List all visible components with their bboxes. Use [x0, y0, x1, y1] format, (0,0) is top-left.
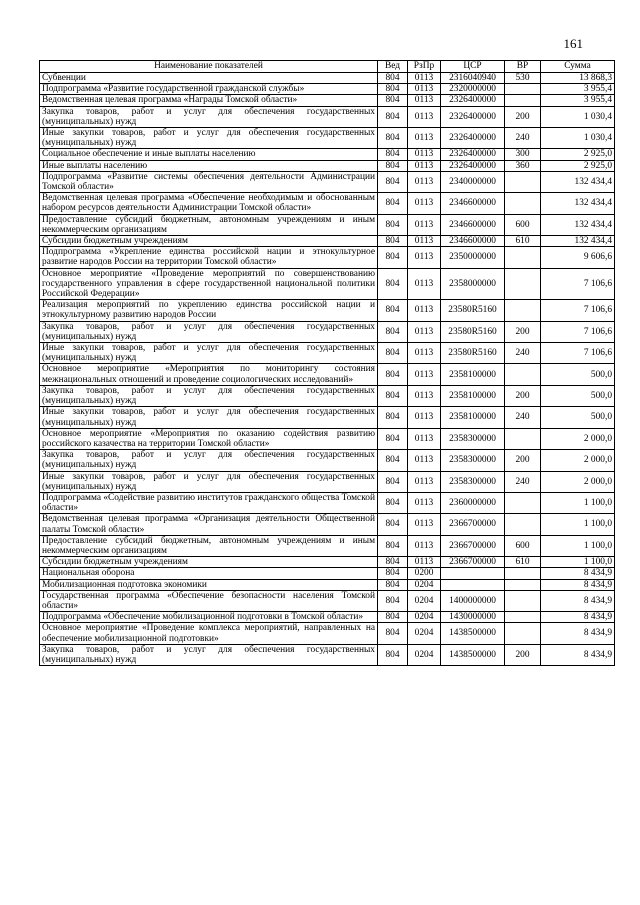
cell-name: Подпрограмма «Развитие государственной гражданской службы»	[40, 84, 378, 95]
cell-sum: 1 100,0	[541, 535, 615, 556]
cell-name: Субсидии бюджетным учреждениям	[40, 236, 378, 247]
table-row	[40, 95, 615, 106]
cell-rzpr: 0113	[408, 106, 441, 127]
cell-sum: 132 434,4	[541, 171, 615, 192]
cell-rzpr: 0113	[408, 84, 441, 95]
cell-ved: 804	[378, 428, 408, 449]
cell-rzpr: 0204	[408, 612, 441, 623]
cell-name: Субсидии бюджетным учреждениям	[40, 557, 378, 568]
cell-sum: 2 000,0	[541, 471, 615, 492]
cell-rzpr: 0113	[408, 407, 441, 428]
cell-name: Ведомственная целевая программа «Награды Томской области»	[40, 95, 378, 106]
cell-csr: 2326400000	[441, 149, 505, 160]
cell-sum: 500,0	[541, 407, 615, 428]
cell-ved: 804	[378, 236, 408, 247]
cell-vr: 600	[505, 214, 541, 235]
cell-rzpr: 0113	[408, 364, 441, 385]
cell-name: Иные закупки товаров, работ и услуг для обеспечения государственных (муниципальных) нужд	[40, 343, 378, 364]
cell-rzpr: 0204	[408, 623, 441, 644]
cell-sum: 500,0	[541, 364, 615, 385]
cell-vr	[505, 193, 541, 214]
cell-sum: 132 434,4	[541, 193, 615, 214]
cell-vr	[505, 84, 541, 95]
cell-csr: 23580R5160	[441, 321, 505, 342]
cell-csr: 23580R5160	[441, 300, 505, 321]
cell-vr: 200	[505, 644, 541, 665]
cell-rzpr: 0113	[408, 171, 441, 192]
cell-vr: 240	[505, 407, 541, 428]
cell-rzpr: 0113	[408, 236, 441, 247]
cell-ved: 804	[378, 95, 408, 106]
cell-sum: 1 030,4	[541, 128, 615, 149]
cell-vr: 360	[505, 160, 541, 171]
table-row	[40, 568, 615, 579]
cell-vr	[505, 590, 541, 611]
header-csr: ЦСР	[441, 61, 505, 73]
cell-ved: 804	[378, 171, 408, 192]
table-header-row	[40, 61, 615, 73]
cell-rzpr: 0204	[408, 644, 441, 665]
cell-vr: 200	[505, 321, 541, 342]
cell-name: Закупка товаров, работ и услуг для обеспечения государственных (муниципальных) нужд	[40, 321, 378, 342]
cell-rzpr: 0113	[408, 160, 441, 171]
cell-vr: 300	[505, 149, 541, 160]
cell-sum: 132 434,4	[541, 236, 615, 247]
cell-sum: 8 434,9	[541, 590, 615, 611]
cell-name: Основное мероприятие «Мероприятия по оказанию содействия развитию российского казачества на территории Томской области»	[40, 428, 378, 449]
cell-vr	[505, 579, 541, 590]
cell-sum: 7 106,6	[541, 268, 615, 300]
cell-rzpr: 0200	[408, 568, 441, 579]
cell-ved: 804	[378, 471, 408, 492]
cell-csr: 2358100000	[441, 385, 505, 406]
cell-sum: 7 106,6	[541, 321, 615, 342]
cell-name: Реализация мероприятий по укреплению единства российской нации и этнокультурному развитию народов России	[40, 300, 378, 321]
cell-rzpr: 0113	[408, 535, 441, 556]
cell-name: Подпрограмма «Обеспечение мобилизационной подготовки в Томской области»	[40, 612, 378, 623]
cell-ved: 804	[378, 193, 408, 214]
cell-name: Мобилизационная подготовка экономики	[40, 579, 378, 590]
cell-ved: 804	[378, 385, 408, 406]
table-row	[40, 428, 615, 449]
cell-rzpr: 0113	[408, 492, 441, 513]
cell-ved: 804	[378, 343, 408, 364]
table-body	[40, 73, 615, 666]
cell-rzpr: 0204	[408, 590, 441, 611]
cell-ved: 804	[378, 535, 408, 556]
cell-sum: 3 955,4	[541, 95, 615, 106]
table-row	[40, 84, 615, 95]
cell-name: Иные закупки товаров, работ и услуг для обеспечения государственных (муниципальных) нужд	[40, 128, 378, 149]
cell-name: Подпрограмма «Развитие системы обеспечения деятельности Администрации Томской области»	[40, 171, 378, 192]
cell-ved: 804	[378, 450, 408, 471]
cell-rzpr: 0113	[408, 95, 441, 106]
cell-csr: 2326400000	[441, 95, 505, 106]
cell-csr: 2358100000	[441, 364, 505, 385]
table-row	[40, 73, 615, 84]
cell-name: Основное мероприятие «Проведение мероприятий по совершенствованию государственного управления в сфере государственной национальной политики Российской Федерации»	[40, 268, 378, 300]
cell-vr	[505, 95, 541, 106]
table-row	[40, 214, 615, 235]
cell-ved: 804	[378, 106, 408, 127]
cell-csr: 2346600000	[441, 236, 505, 247]
cell-ved: 804	[378, 160, 408, 171]
cell-vr	[505, 247, 541, 268]
cell-sum: 2 000,0	[541, 428, 615, 449]
cell-name: Подпрограмма «Содействие развитию институтов гражданского общества Томской области»	[40, 492, 378, 513]
cell-ved: 804	[378, 73, 408, 84]
cell-name: Иные закупки товаров, работ и услуг для обеспечения государственных (муниципальных) нужд	[40, 471, 378, 492]
table-row	[40, 236, 615, 247]
table-row	[40, 268, 615, 300]
table-row	[40, 590, 615, 611]
table-row	[40, 407, 615, 428]
cell-rzpr: 0113	[408, 450, 441, 471]
cell-ved: 804	[378, 492, 408, 513]
cell-ved: 804	[378, 612, 408, 623]
header-ved: Вед	[378, 61, 408, 73]
cell-vr: 610	[505, 236, 541, 247]
table-row	[40, 623, 615, 644]
cell-name: Основное мероприятие «Мероприятия по мониторингу состояния межнациональных отношений и проведение социологических исследований»	[40, 364, 378, 385]
cell-sum: 8 434,9	[541, 644, 615, 665]
cell-csr	[441, 568, 505, 579]
cell-csr: 1438500000	[441, 623, 505, 644]
cell-vr	[505, 171, 541, 192]
cell-csr: 2366700000	[441, 535, 505, 556]
cell-ved: 804	[378, 364, 408, 385]
cell-ved: 804	[378, 644, 408, 665]
cell-sum: 7 106,6	[541, 300, 615, 321]
cell-vr: 240	[505, 128, 541, 149]
cell-sum: 9 606,6	[541, 247, 615, 268]
table-row	[40, 471, 615, 492]
cell-rzpr: 0113	[408, 514, 441, 535]
cell-csr: 2366700000	[441, 557, 505, 568]
cell-csr: 2360000000	[441, 492, 505, 513]
table-row	[40, 247, 615, 268]
cell-csr: 2320000000	[441, 84, 505, 95]
cell-sum: 132 434,4	[541, 214, 615, 235]
cell-ved: 804	[378, 568, 408, 579]
cell-vr	[505, 623, 541, 644]
cell-vr: 200	[505, 385, 541, 406]
table-row	[40, 149, 615, 160]
table-row	[40, 557, 615, 568]
cell-rzpr: 0113	[408, 149, 441, 160]
cell-sum: 8 434,9	[541, 612, 615, 623]
cell-vr	[505, 268, 541, 300]
cell-csr: 2316040940	[441, 73, 505, 84]
cell-csr: 2350000000	[441, 247, 505, 268]
header-sum: Сумма	[541, 61, 615, 73]
cell-vr	[505, 492, 541, 513]
cell-ved: 804	[378, 321, 408, 342]
cell-rzpr: 0113	[408, 385, 441, 406]
cell-csr: 1438500000	[441, 644, 505, 665]
cell-vr	[505, 568, 541, 579]
table-row	[40, 171, 615, 192]
cell-name: Закупка товаров, работ и услуг для обеспечения государственных (муниципальных) нужд	[40, 644, 378, 665]
header-rzpr: РзПр	[408, 61, 441, 73]
cell-sum: 7 106,6	[541, 343, 615, 364]
cell-name: Ведомственная целевая программа «Организация деятельности Общественной палаты Томской области»	[40, 514, 378, 535]
cell-rzpr: 0113	[408, 73, 441, 84]
cell-vr	[505, 612, 541, 623]
cell-name: Субвенции	[40, 73, 378, 84]
table-row	[40, 193, 615, 214]
cell-name: Государственная программа «Обеспечение безопасности населения Томской области»	[40, 590, 378, 611]
table-row	[40, 343, 615, 364]
cell-rzpr: 0113	[408, 428, 441, 449]
table-row	[40, 385, 615, 406]
table-row	[40, 364, 615, 385]
header-name: Наименование показателей	[40, 61, 378, 73]
cell-rzpr: 0113	[408, 300, 441, 321]
cell-vr	[505, 300, 541, 321]
cell-csr: 2366700000	[441, 514, 505, 535]
cell-rzpr: 0113	[408, 214, 441, 235]
cell-name: Предоставление субсидий бюджетным, автономным учреждениям и иным некоммерческим организациям	[40, 535, 378, 556]
cell-vr: 200	[505, 450, 541, 471]
cell-csr: 2358100000	[441, 407, 505, 428]
cell-name: Ведомственная целевая программа «Обеспечение необходимым и обоснованным набором ресурсов деятельности Администрации Томской области»	[40, 193, 378, 214]
cell-name: Закупка товаров, работ и услуг для обеспечения государственных (муниципальных) нужд	[40, 450, 378, 471]
cell-csr: 2340000000	[441, 171, 505, 192]
cell-csr	[441, 579, 505, 590]
cell-rzpr: 0113	[408, 343, 441, 364]
cell-sum: 2 925,0	[541, 160, 615, 171]
cell-ved: 804	[378, 247, 408, 268]
budget-table	[39, 60, 615, 666]
cell-name: Подпрограмма «Укрепление единства российской нации и этнокультурное развитие народов России на территории Томской области»	[40, 247, 378, 268]
cell-vr	[505, 364, 541, 385]
cell-rzpr: 0113	[408, 557, 441, 568]
cell-vr: 600	[505, 535, 541, 556]
cell-csr: 23580R5160	[441, 343, 505, 364]
cell-rzpr: 0204	[408, 579, 441, 590]
header-vr: ВР	[505, 61, 541, 73]
cell-sum: 3 955,4	[541, 84, 615, 95]
cell-ved: 804	[378, 268, 408, 300]
cell-ved: 804	[378, 128, 408, 149]
cell-vr: 530	[505, 73, 541, 84]
cell-csr: 2358000000	[441, 268, 505, 300]
cell-csr: 2326400000	[441, 106, 505, 127]
cell-ved: 804	[378, 84, 408, 95]
table-row	[40, 450, 615, 471]
cell-ved: 804	[378, 149, 408, 160]
cell-ved: 804	[378, 407, 408, 428]
cell-ved: 804	[378, 590, 408, 611]
cell-name: Закупка товаров, работ и услуг для обеспечения государственных (муниципальных) нужд	[40, 106, 378, 127]
table-row	[40, 106, 615, 127]
cell-csr: 2346600000	[441, 193, 505, 214]
cell-name: Иные выплаты населению	[40, 160, 378, 171]
page-number: 161	[563, 36, 583, 51]
cell-vr	[505, 428, 541, 449]
cell-name: Закупка товаров, работ и услуг для обеспечения государственных (муниципальных) нужд	[40, 385, 378, 406]
cell-csr: 2358300000	[441, 450, 505, 471]
cell-sum: 1 100,0	[541, 557, 615, 568]
cell-name: Предоставление субсидий бюджетным, автономным учреждениям и иным некоммерческим организациям	[40, 214, 378, 235]
cell-vr	[505, 514, 541, 535]
cell-ved: 804	[378, 214, 408, 235]
table-row	[40, 514, 615, 535]
cell-ved: 804	[378, 579, 408, 590]
cell-ved: 804	[378, 300, 408, 321]
cell-rzpr: 0113	[408, 247, 441, 268]
cell-sum: 2 000,0	[541, 450, 615, 471]
cell-sum: 1 030,4	[541, 106, 615, 127]
cell-sum: 8 434,9	[541, 568, 615, 579]
table-row	[40, 579, 615, 590]
cell-csr: 2346600000	[441, 214, 505, 235]
table-row	[40, 612, 615, 623]
cell-rzpr: 0113	[408, 128, 441, 149]
cell-vr: 240	[505, 343, 541, 364]
cell-csr: 1430000000	[441, 612, 505, 623]
cell-sum: 1 100,0	[541, 492, 615, 513]
cell-vr: 240	[505, 471, 541, 492]
cell-csr: 2358300000	[441, 471, 505, 492]
cell-name: Социальное обеспечение и иные выплаты населению	[40, 149, 378, 160]
table-row	[40, 535, 615, 556]
cell-sum: 1 100,0	[541, 514, 615, 535]
cell-name: Иные закупки товаров, работ и услуг для обеспечения государственных (муниципальных) нужд	[40, 407, 378, 428]
cell-rzpr: 0113	[408, 268, 441, 300]
cell-csr: 2326400000	[441, 128, 505, 149]
cell-sum: 500,0	[541, 385, 615, 406]
table-row	[40, 321, 615, 342]
cell-rzpr: 0113	[408, 321, 441, 342]
cell-ved: 804	[378, 557, 408, 568]
cell-name: Основное мероприятие «Проведение комплекса мероприятий, направленных на обеспечение мобилизационной подготовки»	[40, 623, 378, 644]
cell-vr: 610	[505, 557, 541, 568]
cell-sum: 8 434,9	[541, 579, 615, 590]
cell-rzpr: 0113	[408, 471, 441, 492]
cell-vr: 200	[505, 106, 541, 127]
cell-sum: 2 925,0	[541, 149, 615, 160]
table-row	[40, 644, 615, 665]
table-row	[40, 492, 615, 513]
cell-ved: 804	[378, 623, 408, 644]
table-row	[40, 160, 615, 171]
cell-rzpr: 0113	[408, 193, 441, 214]
cell-sum: 13 868,3	[541, 73, 615, 84]
cell-csr: 2358300000	[441, 428, 505, 449]
cell-sum: 8 434,9	[541, 623, 615, 644]
table-row	[40, 128, 615, 149]
cell-ved: 804	[378, 514, 408, 535]
cell-csr: 1400000000	[441, 590, 505, 611]
table-row	[40, 300, 615, 321]
cell-name: Национальная оборона	[40, 568, 378, 579]
cell-csr: 2326400000	[441, 160, 505, 171]
